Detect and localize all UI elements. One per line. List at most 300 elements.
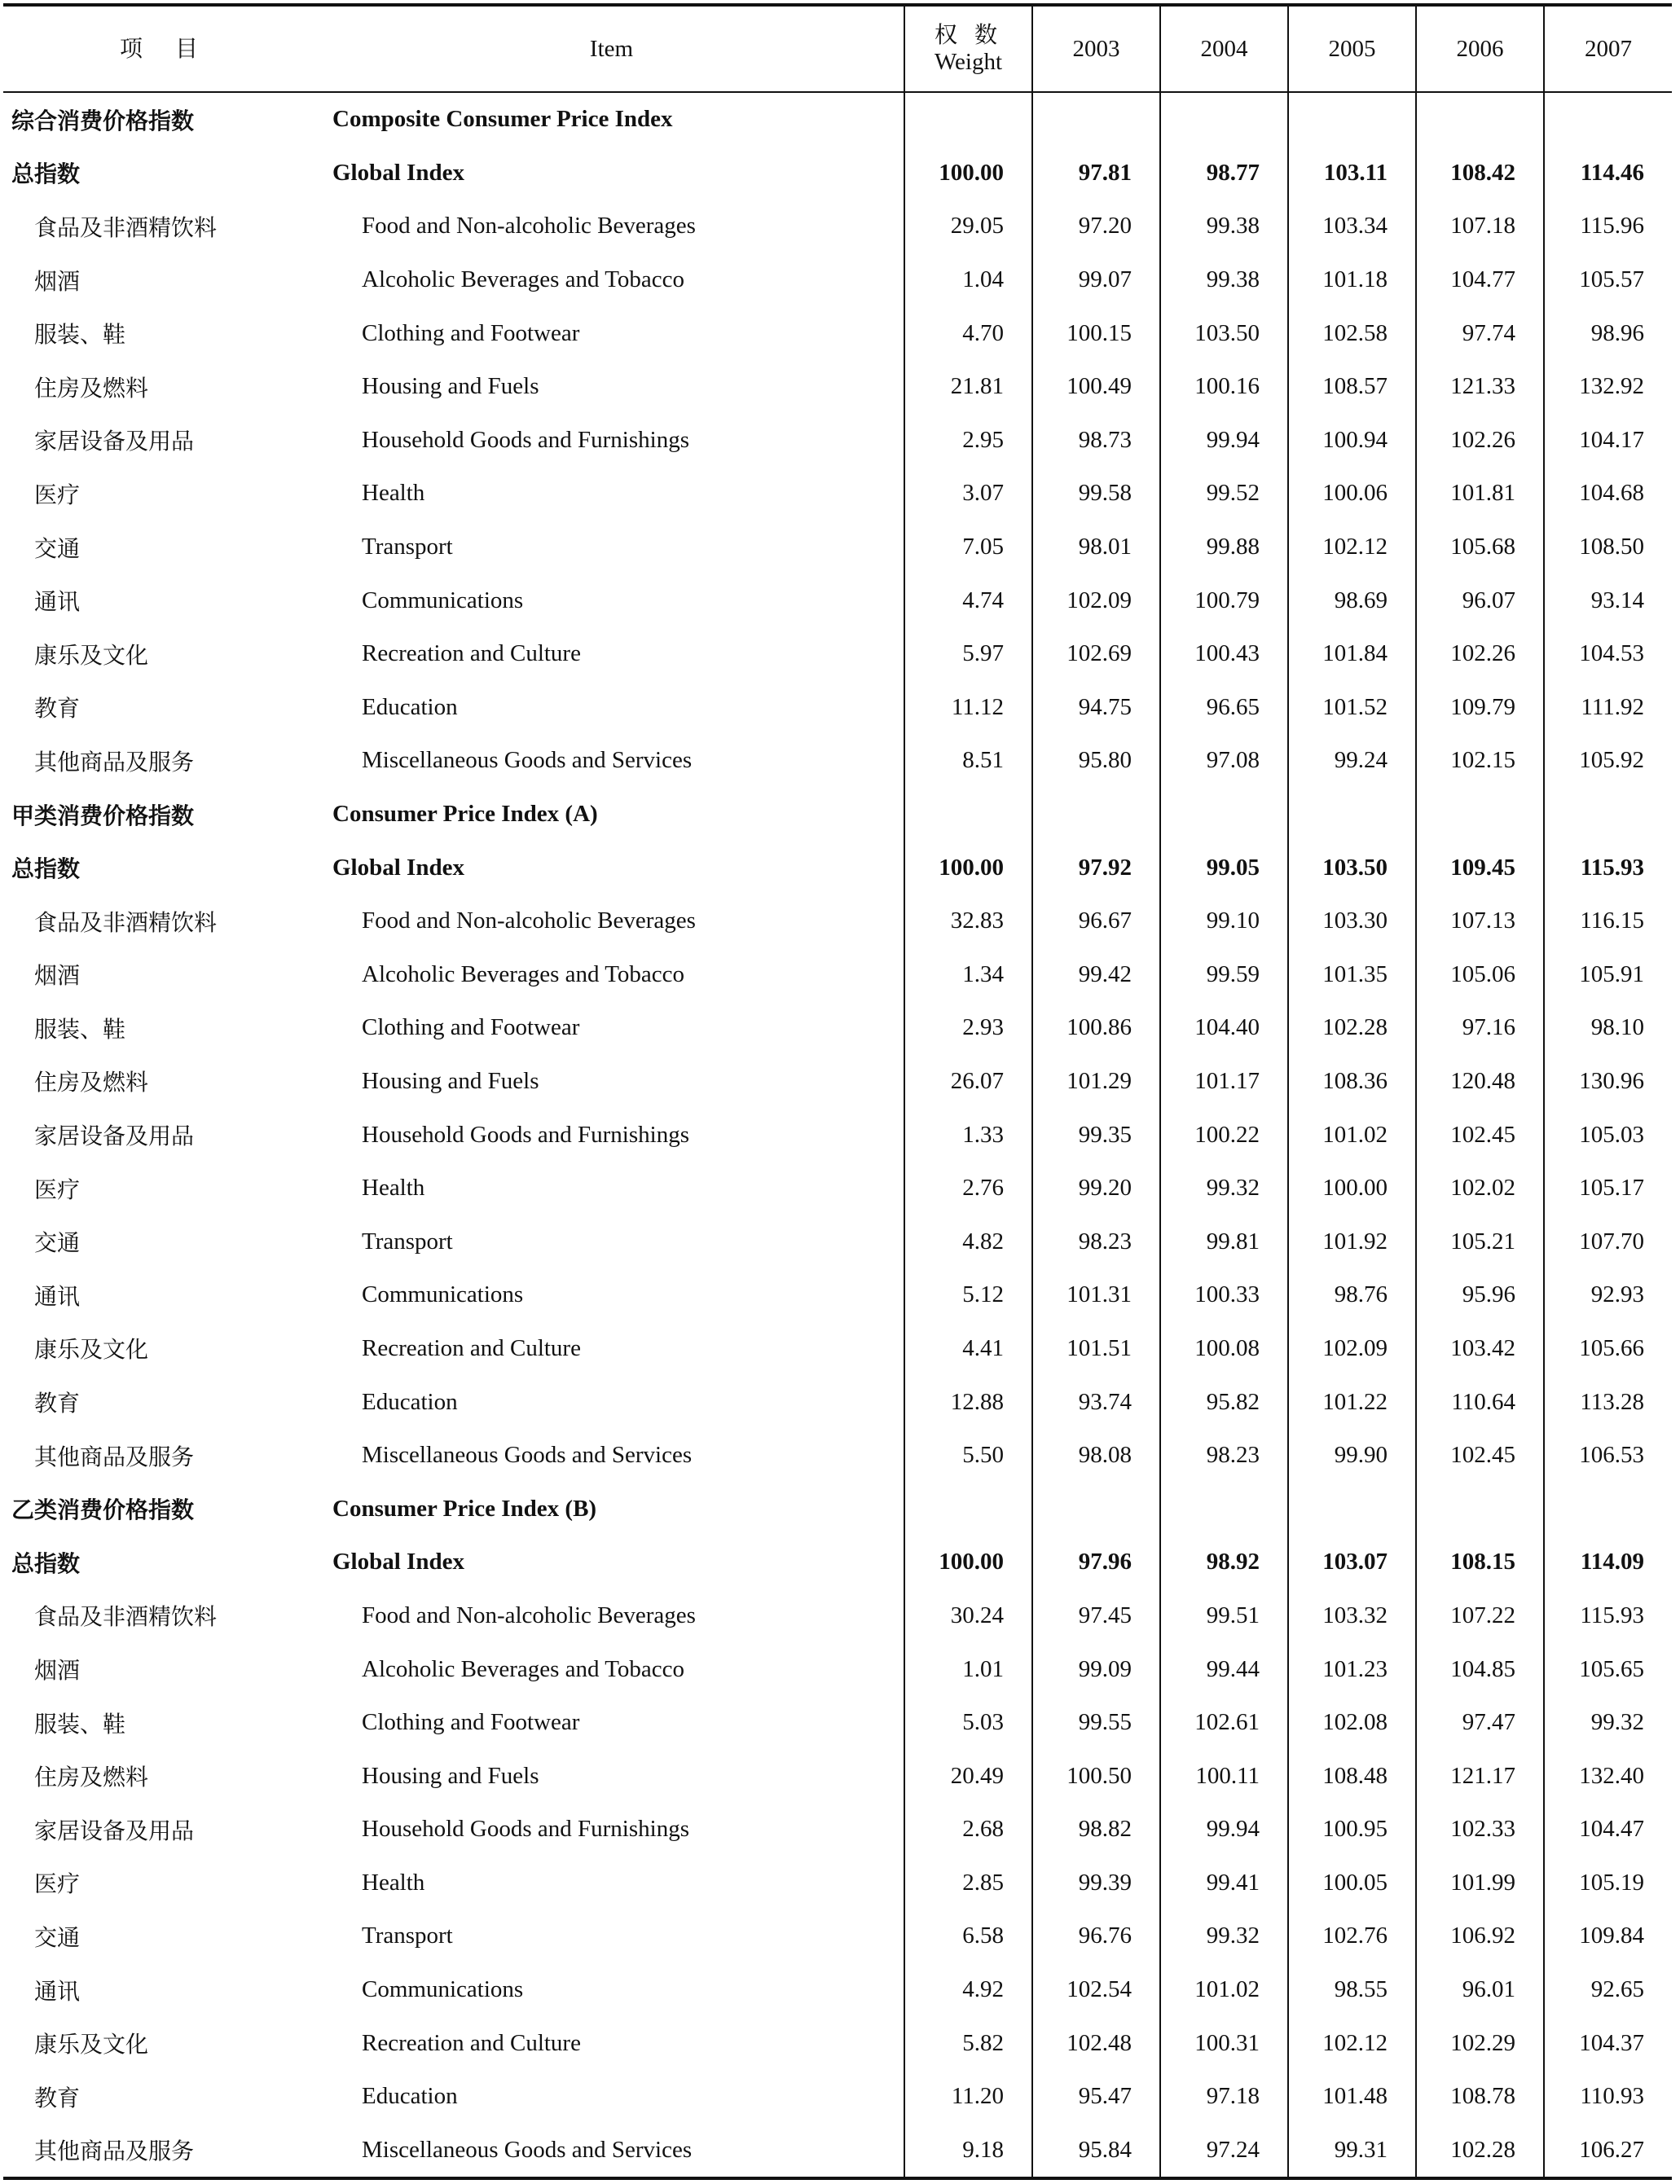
row-label-cn: 食品及非酒精饮料 (34, 908, 218, 936)
index-value-cell: 99.42 (1032, 948, 1160, 1002)
index-value-cell: 105.68 (1416, 521, 1544, 574)
row-label-cn: 总指数 (11, 855, 81, 883)
row-label-en: Global Index (332, 1549, 464, 1575)
index-value-cell: 101.31 (1032, 1268, 1160, 1322)
weight-cell: 5.12 (904, 1268, 1032, 1322)
row-label-en: Miscellaneous Goods and Services (362, 1442, 693, 1469)
index-value-cell: 103.11 (1288, 147, 1416, 200)
index-value-cell: 107.22 (1416, 1589, 1544, 1643)
row-label-cn: 烟酒 (34, 1657, 81, 1685)
empty-cell (1544, 1482, 1672, 1536)
index-value-cell: 104.40 (1160, 1001, 1288, 1055)
row-label-en: Alcoholic Beverages and Tobacco (362, 960, 685, 987)
index-value-cell: 101.99 (1416, 1857, 1544, 1910)
index-value-cell: 93.14 (1544, 573, 1672, 627)
table-row (3, 1642, 1672, 1696)
index-value-cell: 101.22 (1288, 1375, 1416, 1429)
index-value-cell: 105.06 (1416, 948, 1544, 1002)
row-label-cn: 其他商品及服务 (34, 1443, 195, 1470)
index-value-cell: 97.08 (1160, 734, 1288, 788)
index-value-cell: 98.92 (1160, 1536, 1288, 1589)
row-label-cn: 交通 (34, 534, 81, 562)
table-row (3, 948, 1672, 1002)
table-row (3, 306, 1672, 360)
row-label-en: Health (362, 1175, 425, 1202)
table-row (3, 1055, 1672, 1109)
empty-cell (1032, 1482, 1160, 1536)
table-row (3, 1589, 1672, 1643)
index-value-cell: 114.09 (1544, 1536, 1672, 1589)
table-header (3, 5, 1672, 92)
index-value-cell: 108.78 (1416, 2070, 1544, 2124)
index-value-cell: 102.28 (1416, 2124, 1544, 2179)
index-value-cell: 97.96 (1032, 1536, 1160, 1589)
weight-cell: 4.41 (904, 1322, 1032, 1376)
row-label-en: Global Index (332, 854, 464, 881)
weight-cell: 2.76 (904, 1162, 1032, 1215)
row-label-cn: 教育 (34, 695, 81, 723)
table-row (3, 2016, 1672, 2070)
table-row (3, 734, 1672, 788)
header-year: 2003 (1032, 5, 1160, 92)
index-value-cell: 101.35 (1288, 948, 1416, 1002)
row-label-en: Recreation and Culture (362, 2029, 581, 2056)
row-label-cn: 服装、鞋 (34, 321, 126, 349)
index-value-cell: 105.66 (1544, 1322, 1672, 1376)
empty-cell (904, 92, 1032, 147)
index-value-cell: 101.84 (1288, 627, 1416, 681)
index-value-cell: 102.33 (1416, 1803, 1544, 1857)
row-label-cn: 住房及燃料 (34, 1764, 149, 1791)
row-label-cn: 康乐及文化 (34, 641, 149, 669)
row-label-en: Health (362, 1869, 425, 1896)
row-label-cn: 康乐及文化 (34, 1336, 149, 1364)
index-value-cell: 95.96 (1416, 1268, 1544, 1322)
empty-cell (1544, 92, 1672, 147)
index-value-cell: 104.17 (1544, 414, 1672, 468)
index-value-cell: 99.88 (1160, 521, 1288, 574)
index-value-cell: 102.15 (1416, 734, 1544, 788)
index-value-cell: 99.90 (1288, 1429, 1416, 1483)
index-value-cell: 105.57 (1544, 253, 1672, 307)
index-value-cell: 105.92 (1544, 734, 1672, 788)
index-value-cell: 101.92 (1288, 1215, 1416, 1268)
index-value-cell: 99.44 (1160, 1642, 1288, 1696)
index-value-cell: 108.48 (1288, 1749, 1416, 1803)
index-value-cell: 104.37 (1544, 2016, 1672, 2070)
index-value-cell: 98.96 (1544, 306, 1672, 360)
index-value-cell: 97.45 (1032, 1589, 1160, 1643)
index-value-cell: 98.23 (1160, 1429, 1288, 1483)
index-value-cell: 96.67 (1032, 894, 1160, 948)
table-row (3, 1857, 1672, 1910)
row-label-en: Miscellaneous Goods and Services (319, 2124, 904, 2179)
weight-cell: 29.05 (904, 200, 1032, 253)
weight-cell: 5.03 (904, 1696, 1032, 1750)
index-value-cell: 99.94 (1160, 1803, 1288, 1857)
index-value-cell: 103.32 (1288, 1589, 1416, 1643)
index-value-cell: 108.15 (1416, 1536, 1544, 1589)
section-title-en: Consumer Price Index (A) (332, 801, 598, 828)
row-label-cn: 食品及非酒精饮料 (34, 213, 218, 241)
row-label-en: Alcoholic Beverages and Tobacco (362, 266, 685, 293)
index-value-cell: 109.79 (1416, 681, 1544, 735)
index-value-cell: 106.27 (1544, 2124, 1672, 2179)
row-label-cn: 家居设备及用品 (34, 1123, 195, 1150)
row-label-en: Alcoholic Beverages and Tobacco (362, 1655, 685, 1682)
index-value-cell: 103.50 (1160, 306, 1288, 360)
index-value-cell: 100.49 (1032, 360, 1160, 414)
weight-cell: 8.51 (904, 734, 1032, 788)
index-value-cell: 95.84 (1032, 2124, 1160, 2179)
index-value-cell: 102.09 (1032, 573, 1160, 627)
table-row (3, 467, 1672, 521)
section-title-cn: 乙类消费价格指数 (11, 1496, 195, 1524)
weight-cell: 5.82 (904, 2016, 1032, 2070)
index-value-cell: 101.81 (1416, 467, 1544, 521)
index-value-cell: 99.24 (1288, 734, 1416, 788)
index-value-cell: 99.31 (1288, 2124, 1416, 2179)
index-value-cell: 99.55 (1032, 1696, 1160, 1750)
row-label-en: Transport (362, 1923, 453, 1949)
index-value-cell: 102.76 (1288, 1909, 1416, 1963)
row-label-cn: 医疗 (34, 1175, 81, 1203)
row-label-en: Housing and Fuels (362, 1762, 539, 1789)
index-value-cell: 92.65 (1544, 1963, 1672, 2017)
global-index-row (3, 147, 1672, 200)
row-label-en: Clothing and Footwear (362, 319, 580, 346)
index-value-cell: 121.17 (1416, 1749, 1544, 1803)
empty-cell (904, 1482, 1032, 1536)
index-value-cell: 99.20 (1032, 1162, 1160, 1215)
index-value-cell: 101.02 (1288, 1108, 1416, 1162)
table-row (3, 1001, 1672, 1055)
row-label-en: Recreation and Culture (362, 1334, 581, 1361)
table-row (3, 573, 1672, 627)
index-value-cell: 97.20 (1032, 200, 1160, 253)
index-value-cell: 105.21 (1416, 1215, 1544, 1268)
row-label-cn: 通讯 (34, 588, 81, 616)
row-label-en: Clothing and Footwear (362, 1014, 580, 1041)
index-value-cell: 99.39 (1032, 1857, 1160, 1910)
table-row (3, 1803, 1672, 1857)
header-year: 2007 (1544, 5, 1672, 92)
index-value-cell: 99.94 (1160, 414, 1288, 468)
index-value-cell: 104.85 (1416, 1642, 1544, 1696)
row-label-cn: 烟酒 (34, 267, 81, 295)
index-value-cell: 102.45 (1416, 1108, 1544, 1162)
index-value-cell: 100.22 (1160, 1108, 1288, 1162)
index-value-cell: 99.32 (1544, 1696, 1672, 1750)
row-label-en: Household Goods and Furnishings (362, 426, 689, 453)
index-value-cell: 99.07 (1032, 253, 1160, 307)
index-value-cell: 115.93 (1544, 841, 1672, 894)
table-row (3, 2124, 1672, 2179)
weight-cell: 20.49 (904, 1749, 1032, 1803)
row-label-cn: 烟酒 (34, 962, 81, 990)
weight-cell: 5.50 (904, 1429, 1032, 1483)
empty-cell (1288, 1482, 1416, 1536)
index-value-cell: 102.69 (1032, 627, 1160, 681)
empty-cell (1032, 92, 1160, 147)
weight-cell: 12.88 (904, 1375, 1032, 1429)
index-value-cell: 104.47 (1544, 1803, 1672, 1857)
index-value-cell: 98.76 (1288, 1268, 1416, 1322)
global-index-row (3, 841, 1672, 894)
index-value-cell: 109.84 (1544, 1909, 1672, 1963)
empty-cell (1416, 788, 1544, 842)
index-value-cell: 97.18 (1160, 2070, 1288, 2124)
index-value-cell: 100.00 (1288, 1162, 1416, 1215)
index-value-cell: 100.94 (1288, 414, 1416, 468)
index-value-cell: 105.65 (1544, 1642, 1672, 1696)
table-row (3, 894, 1672, 948)
weight-cell: 11.12 (904, 681, 1032, 735)
index-value-cell: 99.10 (1160, 894, 1288, 948)
index-value-cell: 108.57 (1288, 360, 1416, 414)
index-value-cell: 103.07 (1288, 1536, 1416, 1589)
index-value-cell: 115.96 (1544, 200, 1672, 253)
index-value-cell: 101.18 (1288, 253, 1416, 307)
empty-cell (1160, 1482, 1288, 1536)
table-row (3, 1909, 1672, 1963)
table-row (3, 1749, 1672, 1803)
index-value-cell: 100.15 (1032, 306, 1160, 360)
index-value-cell: 99.32 (1160, 1162, 1288, 1215)
index-value-cell: 99.35 (1032, 1108, 1160, 1162)
weight-cell: 4.92 (904, 1963, 1032, 2017)
index-value-cell: 104.77 (1416, 253, 1544, 307)
index-value-cell: 97.74 (1416, 306, 1544, 360)
weight-cell: 1.04 (904, 253, 1032, 307)
index-value-cell: 99.51 (1160, 1589, 1288, 1643)
index-value-cell: 98.10 (1544, 1001, 1672, 1055)
weight-cell: 7.05 (904, 521, 1032, 574)
row-label-cn: 医疗 (34, 481, 81, 508)
index-value-cell: 99.09 (1032, 1642, 1160, 1696)
row-label-cn: 总指数 (11, 1549, 81, 1577)
table-row (3, 253, 1672, 307)
weight-cell: 2.95 (904, 414, 1032, 468)
row-label-cn: 其他商品及服务 (3, 2124, 319, 2179)
index-value-cell: 105.03 (1544, 1108, 1672, 1162)
index-value-cell: 102.12 (1288, 521, 1416, 574)
index-value-cell: 114.46 (1544, 147, 1672, 200)
index-value-cell: 96.76 (1032, 1909, 1160, 1963)
table-body (3, 92, 1672, 2178)
weight-cell: 1.34 (904, 948, 1032, 1002)
index-value-cell: 132.40 (1544, 1749, 1672, 1803)
index-value-cell: 103.50 (1288, 841, 1416, 894)
index-value-cell: 101.02 (1160, 1963, 1288, 2017)
index-value-cell: 103.34 (1288, 200, 1416, 253)
index-value-cell: 101.48 (1288, 2070, 1416, 2124)
index-value-cell: 93.74 (1032, 1375, 1160, 1429)
row-label-en: Education (362, 1388, 458, 1415)
table-row (3, 681, 1672, 735)
index-value-cell: 107.13 (1416, 894, 1544, 948)
empty-cell (1288, 788, 1416, 842)
index-value-cell: 111.92 (1544, 681, 1672, 735)
section-title-cn: 综合消费价格指数 (11, 107, 195, 134)
index-value-cell: 109.45 (1416, 841, 1544, 894)
index-value-cell: 97.47 (1416, 1696, 1544, 1750)
index-value-cell: 102.26 (1416, 414, 1544, 468)
index-value-cell: 102.26 (1416, 627, 1544, 681)
index-value-cell: 101.51 (1032, 1322, 1160, 1376)
weight-cell: 32.83 (904, 894, 1032, 948)
index-value-cell: 102.02 (1416, 1162, 1544, 1215)
row-label-en: Household Goods and Furnishings (362, 1121, 689, 1148)
index-value-cell: 99.59 (1160, 948, 1288, 1002)
index-value-cell: 132.92 (1544, 360, 1672, 414)
row-label-en: Transport (362, 534, 453, 560)
row-label-en: Health (362, 480, 425, 507)
index-value-cell: 99.32 (1160, 1909, 1288, 1963)
index-value-cell: 106.92 (1416, 1909, 1544, 1963)
section-title-row (3, 92, 1672, 147)
index-value-cell: 110.64 (1416, 1375, 1544, 1429)
weight-cell: 6.58 (904, 1909, 1032, 1963)
index-value-cell: 98.01 (1032, 521, 1160, 574)
row-label-cn: 教育 (34, 1390, 81, 1417)
weight-cell: 2.68 (904, 1803, 1032, 1857)
index-value-cell: 100.43 (1160, 627, 1288, 681)
index-value-cell: 101.17 (1160, 1055, 1288, 1109)
index-value-cell: 100.86 (1032, 1001, 1160, 1055)
table-row (3, 1215, 1672, 1268)
row-label-en: Education (362, 693, 458, 720)
index-value-cell: 121.33 (1416, 360, 1544, 414)
index-value-cell: 105.91 (1544, 948, 1672, 1002)
row-label-cn: 家居设备及用品 (34, 428, 195, 455)
header-year: 2004 (1160, 5, 1288, 92)
index-value-cell: 100.05 (1288, 1857, 1416, 1910)
index-value-cell: 102.08 (1288, 1696, 1416, 1750)
table-row (3, 414, 1672, 468)
index-value-cell: 99.58 (1032, 467, 1160, 521)
header-weight-cn: 权 数 (935, 20, 1002, 48)
index-value-cell: 101.29 (1032, 1055, 1160, 1109)
row-label-cn: 交通 (34, 1923, 81, 1951)
index-value-cell: 99.05 (1160, 841, 1288, 894)
weight-cell: 100.00 (904, 1536, 1032, 1589)
empty-cell (1032, 788, 1160, 842)
table-row (3, 1963, 1672, 2017)
index-value-cell: 102.28 (1288, 1001, 1416, 1055)
index-value-cell: 113.28 (1544, 1375, 1672, 1429)
weight-cell: 21.81 (904, 360, 1032, 414)
weight-cell: 1.33 (904, 1108, 1032, 1162)
index-value-cell: 102.45 (1416, 1429, 1544, 1483)
weight-cell: 4.82 (904, 1215, 1032, 1268)
index-value-cell: 97.92 (1032, 841, 1160, 894)
row-label-en: Food and Non-alcoholic Beverages (362, 1602, 696, 1628)
index-value-cell: 95.47 (1032, 2070, 1160, 2124)
index-value-cell: 100.79 (1160, 573, 1288, 627)
index-value-cell: 95.80 (1032, 734, 1160, 788)
index-value-cell: 96.07 (1416, 573, 1544, 627)
row-label-en: Communications (362, 1281, 524, 1308)
row-label-en: Clothing and Footwear (362, 1709, 580, 1736)
table-row (3, 360, 1672, 414)
weight-cell: 11.20 (904, 2070, 1032, 2124)
empty-cell (904, 788, 1032, 842)
index-value-cell: 99.38 (1160, 200, 1288, 253)
section-title-row (3, 788, 1672, 842)
row-label-en: Housing and Fuels (362, 373, 539, 400)
empty-cell (1544, 788, 1672, 842)
empty-cell (1160, 92, 1288, 147)
row-label-cn: 服装、鞋 (34, 1710, 126, 1738)
row-label-en: Global Index (332, 159, 464, 186)
index-value-cell: 116.15 (1544, 894, 1672, 948)
row-label-cn: 其他商品及服务 (34, 748, 195, 776)
index-value-cell: 102.54 (1032, 1963, 1160, 2017)
table-row (3, 1696, 1672, 1750)
index-value-cell: 100.06 (1288, 467, 1416, 521)
section-title-row (3, 1482, 1672, 1536)
section-title-cn: 甲类消费价格指数 (11, 802, 195, 829)
cpi-table (3, 3, 1672, 2180)
index-value-cell: 102.29 (1416, 2016, 1544, 2070)
index-value-cell: 100.16 (1160, 360, 1288, 414)
index-value-cell: 102.09 (1288, 1322, 1416, 1376)
weight-cell: 5.97 (904, 627, 1032, 681)
row-label-cn: 家居设备及用品 (34, 1817, 195, 1844)
table-row (3, 1375, 1672, 1429)
row-label-en: Food and Non-alcoholic Beverages (362, 907, 696, 934)
index-value-cell: 107.18 (1416, 200, 1544, 253)
row-label-en: Food and Non-alcoholic Beverages (362, 213, 696, 239)
header-weight (904, 5, 1032, 92)
row-label-en: Transport (362, 1228, 453, 1255)
header-year: 2005 (1288, 5, 1416, 92)
index-value-cell: 105.19 (1544, 1857, 1672, 1910)
table-row (3, 2070, 1672, 2124)
index-value-cell: 94.75 (1032, 681, 1160, 735)
index-value-cell: 96.01 (1416, 1963, 1544, 2017)
empty-cell (1416, 92, 1544, 147)
header-item-en: Item (319, 5, 904, 92)
row-label-en: Education (362, 2083, 458, 2110)
index-value-cell: 102.12 (1288, 2016, 1416, 2070)
weight-cell: 26.07 (904, 1055, 1032, 1109)
index-value-cell: 98.08 (1032, 1429, 1160, 1483)
weight-cell: 4.74 (904, 573, 1032, 627)
table-row (3, 1268, 1672, 1322)
row-label-cn: 康乐及文化 (34, 2031, 149, 2059)
table-row (3, 1322, 1672, 1376)
row-label-cn: 医疗 (34, 1870, 81, 1898)
index-value-cell: 107.70 (1544, 1215, 1672, 1268)
index-value-cell: 108.50 (1544, 521, 1672, 574)
table-row (3, 1108, 1672, 1162)
index-value-cell: 100.95 (1288, 1803, 1416, 1857)
index-value-cell: 103.42 (1416, 1322, 1544, 1376)
section-title-en: Consumer Price Index (B) (332, 1495, 597, 1522)
index-value-cell: 97.24 (1160, 2124, 1288, 2179)
index-value-cell: 99.81 (1160, 1215, 1288, 1268)
row-label-en: Household Goods and Furnishings (362, 1816, 689, 1843)
index-value-cell: 102.48 (1032, 2016, 1160, 2070)
index-value-cell: 95.82 (1160, 1375, 1288, 1429)
index-value-cell: 98.73 (1032, 414, 1160, 468)
index-value-cell: 106.53 (1544, 1429, 1672, 1483)
weight-cell: 4.70 (904, 306, 1032, 360)
index-value-cell: 108.42 (1416, 147, 1544, 200)
index-value-cell: 99.41 (1160, 1857, 1288, 1910)
